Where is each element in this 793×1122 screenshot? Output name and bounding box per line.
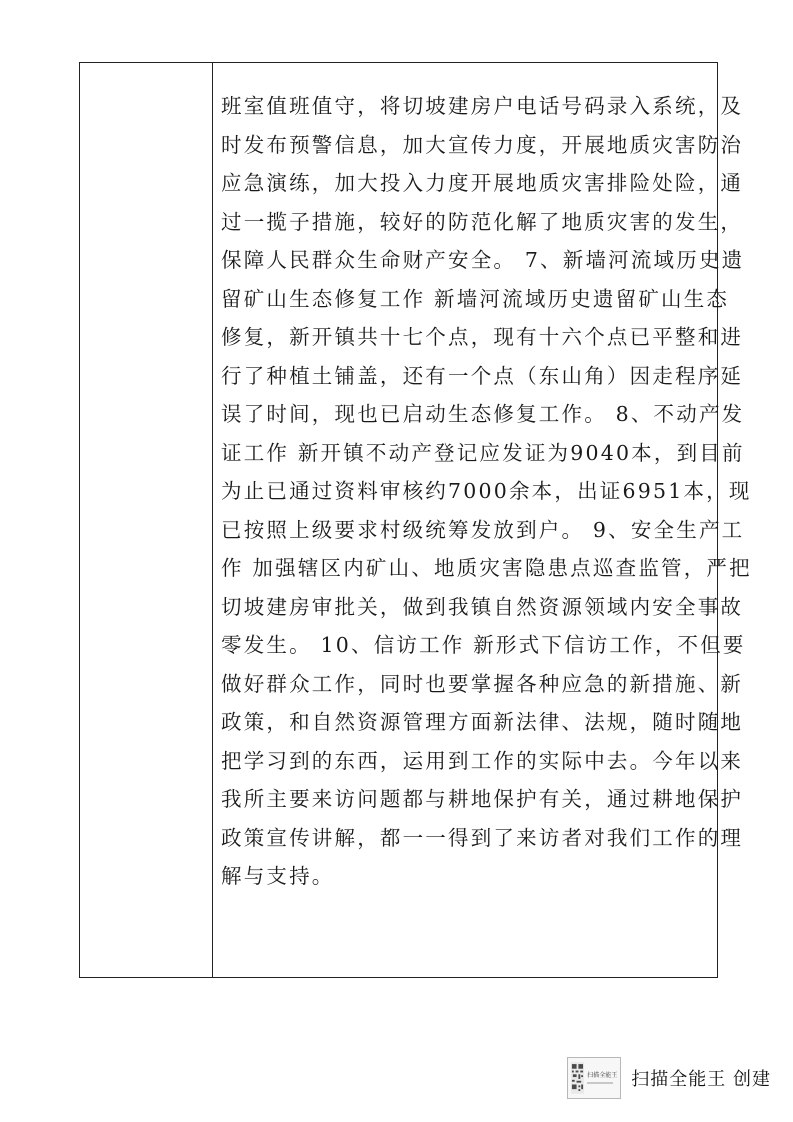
body-text: [221, 87, 752, 896]
logo-divider: [587, 1082, 613, 1084]
text-line: 做好群众工作，同时也要掌握各种应急的新措施、新: [221, 671, 744, 696]
text-line: 已按照上级要求村级统筹发放到户。 9、安全生产工: [221, 517, 745, 542]
scanner-logo: [567, 1057, 621, 1099]
text-line: 班室值班值守，将切坡建房户电话号码录入系统，及: [221, 94, 744, 118]
text-line: 修复，新开镇共十七个点，现有十六个点已平整和进: [221, 325, 744, 349]
text-line: 政策宣传讲解，都一一得到了来访者对我们工作的理: [221, 825, 744, 850]
text-line: 保障人民群众生命财产安全。 7、新墙河流域历史遗: [221, 248, 745, 272]
text-line: 我所主要来访问题都与耕地保护有关，通过耕地保护: [221, 787, 744, 811]
watermark-label: 扫描全能王 创建: [631, 1069, 771, 1090]
text-line: 证工作 新开镇不动产登记应发证为9040本，到目前: [221, 440, 745, 465]
text-line: 作 加强辖区内矿山、地质灾害隐患点巡查监管，严把: [221, 556, 752, 580]
logo-text: 扫描全能王: [587, 1072, 618, 1079]
table-label-cell: [80, 63, 213, 977]
qr-code-icon: [571, 1061, 584, 1095]
text-line: 政策，和自然资源管理方面新法律、法规，随时随地: [221, 710, 744, 734]
text-line: 时发布预警信息，加大宣传力度，开展地质灾害防治: [221, 132, 744, 157]
text-line: 零发生。 10、信访工作 新形式下信访工作，不但要: [221, 633, 746, 657]
text-line: 切坡建房审批关，做到我镇自然资源领域内安全事故: [221, 594, 744, 619]
form-table: [79, 62, 752, 978]
text-line: 行了种植土铺盖，还有一个点（东山角）因走程序延: [221, 363, 744, 388]
text-line: 过一揽子措施，较好的防范化解了地质灾害的发生，: [221, 209, 744, 234]
scanner-watermark: [567, 1056, 771, 1100]
logo-text-group: [587, 1072, 617, 1084]
text-line: 解与支持。: [221, 864, 335, 888]
text-line: 留矿山生态修复工作 新墙河流域历史遗留矿山生态: [221, 286, 730, 311]
text-line: 把学习到的东西，运用到工作的实际中去。今年以来: [221, 748, 744, 773]
text-line: 为止已通过资料审核约7000余本，出证6951本，现: [221, 479, 752, 503]
text-line: 应急演练，加大投入力度开展地质灾害排险处险，通: [221, 171, 744, 195]
text-line: 误了时间，现也已启动生态修复工作。 8、不动产发: [221, 402, 745, 426]
table-content-cell: [213, 63, 752, 977]
